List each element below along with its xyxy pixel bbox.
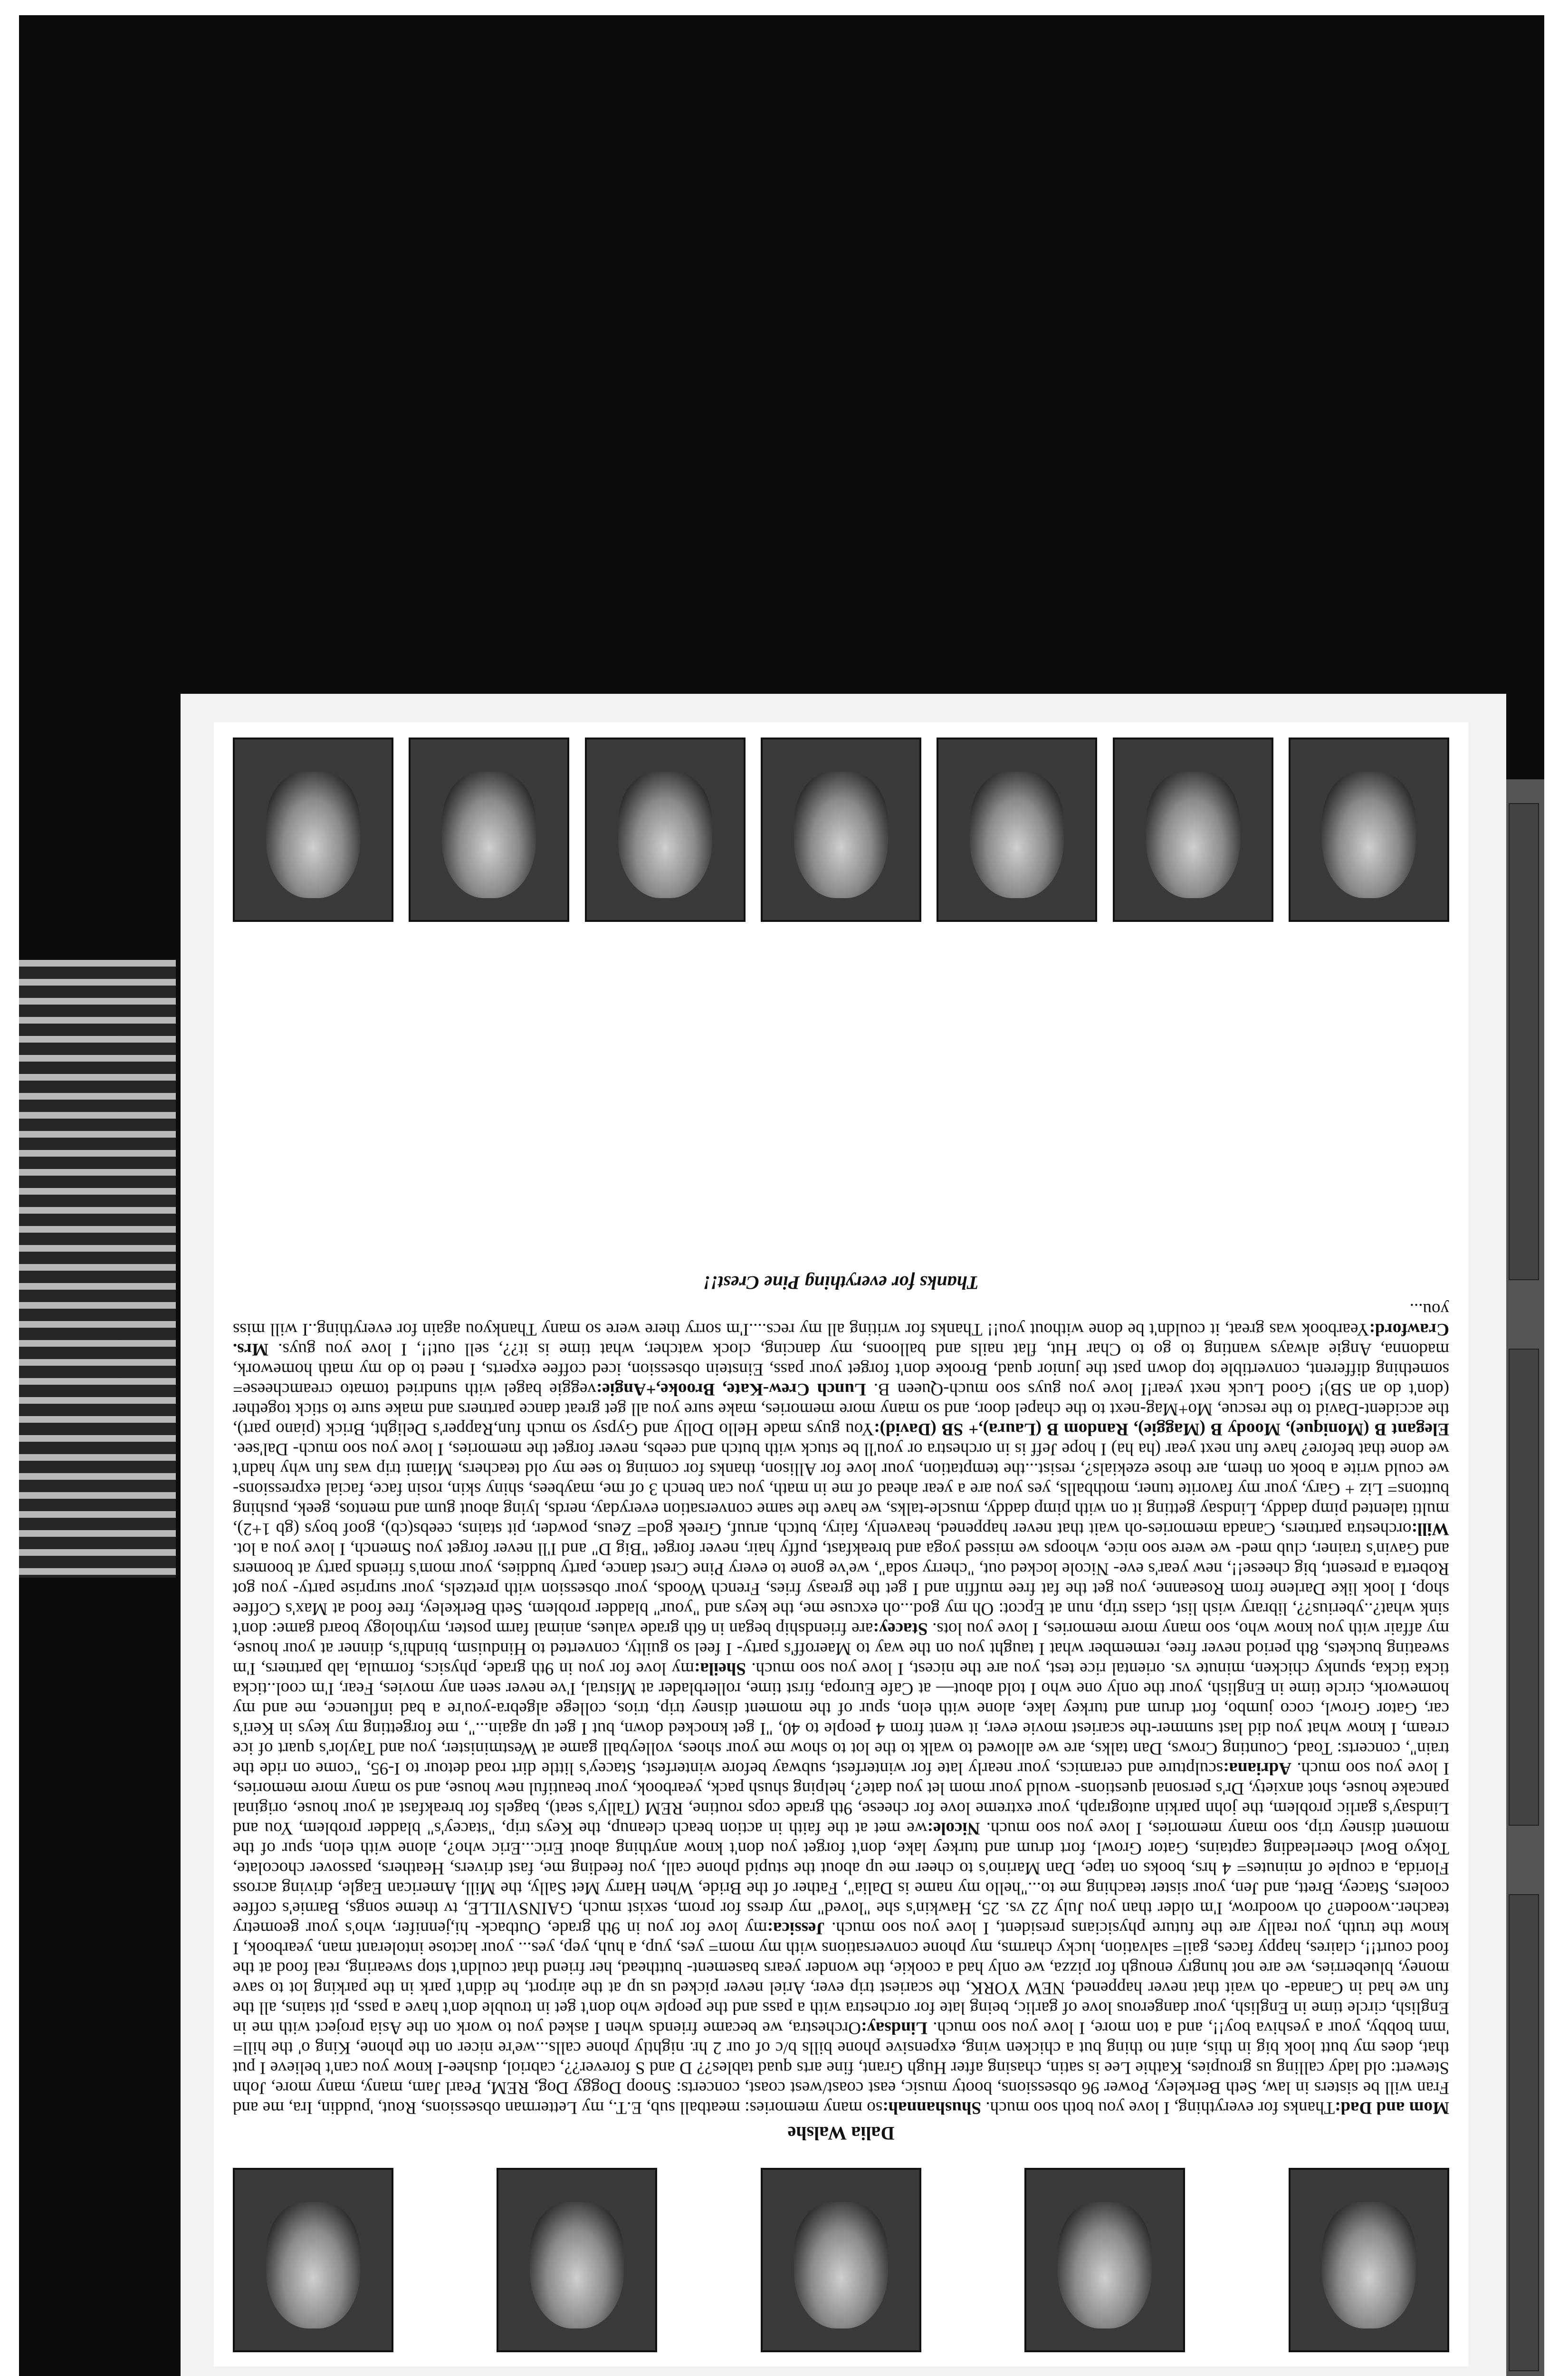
photo-row-top [233, 2167, 1449, 2352]
photo [233, 738, 393, 922]
message-text: my love for you in 9th grade, physics, formula, lab partners, I'm sweating buckets, 8th period never free, remember what I taught you on the way to Maeroff's party- I feel so guilty, converted to Hinduism, bindhi's, dinner at your house, my affair with you know who, soo many more memories, I love you lots. [232, 1619, 1449, 1678]
message-text: Thanks for everything, I love you both soo much. [985, 2098, 1335, 2117]
photo [1025, 2168, 1186, 2352]
photo-row-bottom [233, 737, 1449, 922]
messages [233, 1299, 1449, 2117]
photo [1113, 738, 1273, 922]
message-name: Mom and Dad: [1335, 2098, 1449, 2117]
message-text: sculpture and ceramics, your nearly late for winterfest, subway before winterfest, Stacey's little dirt road detour to I-95, "come on ride the train", concerts: Toad, Counting Crows, Dan talks, are we allowed to walk to the lot to show me your shoes, volleyball game at Westminister, you and Taylor's quart of ice cream, I know what you did last summer-the scariest movie ever, it went from 4 people to 40, "I get knocked down, but I get up again...", me forgetting my keys in Keri's car, Gator Growl, coco jumbo, fort drum and turkey lake, alone with elon, spur of the moment disney trip, trios, college algebra-you're a bad influence, me and my homework, circle time in English, your the only one who I told about— at Cafe Europa, first time, rollerblader at Mistral, I've never seen any movies, Fear, I'm cool..ticka ticka ticka, spunky chicken, minute vs. oriental rice test, you are the nicest, I love you soo much. [232, 1659, 1449, 1778]
message-name: Adriana: [1223, 1759, 1292, 1778]
message-name: Elegant B (Monique), Moody B (Maggie), Random B (Laura),+ SB (David): [874, 1419, 1449, 1439]
message-text: orchestra partners, Canada memories-oh wait that never happened, heavenly, fairy, butch, aruuf, Greek god= Zeus, powder, pit stains, ceebs(cb), goof boys (gb 1+2), multi talented pimp daddy, Lindsay getting it on with pimp daddy, muscle-talks, we have the same conversation everyday, nerds, lying about gum and mentos, geek, pushing buttons= Liz + Gary, your my favorite tuner, mothballs, yes you are a year ahead of me in math, you can bench 3 of me, maybees, shiny skin, rosin face, facial expressions- we could write a book on them, are those ezekials?, resist...the temptation, your love for Allison, thanks for coming to see my old teachers, Miami trip was fun why hadn't we done that before? have fun next year (ha ha) I hope Jeff is in orchestra or you'll be stuck with butch and ceebs, never forget the memories, I love you soo much- Dal'see. [233, 1439, 1449, 1539]
photo [585, 738, 746, 922]
message-name: Mrs. Crawford: [233, 1320, 1449, 1359]
message-text: Orchestra, we became friends when I asked you to work on the Asia project with me in English, circle time in English, your dangerous love of garlic, being late for orchestra with a pass and the people who don't get in trouble don't have a pass, pit stains, all the fun we had in Canada- oh wait that never happened, NEW YORK, the scariest trip ever, Ariel never picked us up at the airport, he didn't park in the parking lot to save money, blueberries, we are not hungry enough for pizza, we only had a cookie, the wonder years basement- butthead, her friend that couldn't stop swearing, real food at the food court!!, claires, happy faces, gail= salvation, lucky charms, my phone conversations with my mom= yes, yup, a huh, yep, yes... your lactose intolerant man, yearbook, I know the truth, you really are the future physicians president, I love you soo much. [233, 1918, 1449, 2038]
message-name: Will: [1411, 1519, 1449, 1539]
message-name: Stacey: [873, 1619, 928, 1638]
message-text: we met at the faith in action beach cleanup, the Keys trip, "stacey's" bladder problem, You and Lindsay's garlic problem, the john parkin autograph, your extreme love for cheese, 9th grade cops routine, REM (Tally's seat), bagels for breakfast at your house, original pancake house, shot anxiety, Dr's personal questions- would your mom let you date?, helping shush pack, yearbook, your beautiful new house, and so many more memories, I love you soo much. [233, 1759, 1449, 1838]
page-content-rotated [214, 722, 1468, 2366]
photo [409, 738, 569, 922]
message-text: so many memories: meatball sub, E.T., my Letterman obsessions, Rout, 'puddin, Ira, me and Fran will be sisters in law, Seth Berkeley, Power 96 obsessions, booty music, east coast/west coast, concerts: Snoop Doggy Dog, REM, Pearl Jam, many, many more, John Stewert: old lady calling us groupies, Kathie Lee is satin, chasing after Hugh Grant, fine arts quad tables?? D and S forever??, cabriol, dushee-I know you can't believe I put that, does my butt look big in this, aint no thing but a chicken wing, expensive phone bills b/c of our 2 hr. nightly phone calls...we're nicer on the phone, King o' the hill= 'mm bobby, your a yeshiva boy!!, and a ton more, I love you soo much. [233, 2018, 1449, 2117]
window-blinds-background [19, 960, 176, 1578]
photo [1289, 2168, 1449, 2352]
adjacent-photo [1509, 1349, 1539, 1826]
photo [1289, 738, 1449, 922]
message-name: Jessica: [767, 1918, 825, 1938]
photo [761, 2168, 921, 2352]
message-text-block [233, 946, 1449, 2143]
photo [937, 738, 1097, 922]
message-name: Lunch Crew-Kate, Brooke,+Angie: [596, 1380, 866, 1399]
message-text: You guys made Hello Dolly and Gypsy so much fun,Rapper's Delight, Brick (piano part), the accident-David to the rescue, Mo+Mag-next to the chapel door, and so many more memories, make sure you all get great dance partners and make sure to stick together (don't do an SB)! Good Luck next year!I love you guys soo much-Queen B. [233, 1380, 1449, 1439]
adjacent-photo [1509, 1894, 1539, 2371]
adjacent-page-photos [1509, 803, 1537, 2371]
message-name: Sheila: [694, 1659, 746, 1678]
photo [497, 2168, 658, 2352]
yearbook-page [181, 694, 1506, 2376]
message-name: Nicole: [927, 1819, 980, 1838]
photo [761, 738, 921, 922]
message-name: Lindsay: [860, 2018, 927, 2038]
message-text: my love for you in 9th grade, Outback- hi,jennifer, who's your geometry teacher..wooden? oh woodrow, I'm older than you July 22 vs. 25, Hawkin's she "loved" my dress for prom, sexist much, GAINSVILLE, tv theme songs, Barnie's coffee coolers, Stacey, Brett, and Jen, your sister teaching me to..."hello my name is Dalia", Father of the Bride, When Harry Met Sally, the Mill, American Eagle, driving across Florida, a couple of minutes= 4 hrs, books on tape, Dan Marino's to cheer me up about the stupid phone call, you feeding me, fast drivers, Heathers, passover chocolate, Tokyo Bowl cheerleading captains, Gator Growl, fort drum and turkey lake, don't forget you don't know anything about Eric...Eric who?, alone with elon, spur of the moment disney trip, soo many memories, I love you soo much. [233, 1819, 1449, 1938]
message-name: Shushannah: [882, 2098, 982, 2117]
message-text: are friendship began in 6th grade values, animal farm poster, mythology board game: don't sink what?..yberius??, library wish list, class trip, nun at Epcot: Oh my god...oh excuse me, the keys and "your" bladder problem, Seth Berkeley, free food at Max's Coffee shop, I look like Darlene from Roseanne, you get the fat free muffin and I get the greasy fries, French Woods, your obsession with pretzels, your surprise party- you got Roberta a present, big cheese!!, new year's eve- Nicole locked out, "cherry soda", we've gone to every Pine Crest dance, party buddies, your mom's friends party at boomers and Gavin's trainer, club med- we were soo nice, whoops we missed yoga and breakfast, puffy hair, never forget "Big D" and I'll never forget you Smench, I love you a lot. [232, 1539, 1449, 1638]
message-text: Yearbook was great, it couldn't be done without you!! Thanks for writing all my recs....I'm sorry there were so many Thankyou again for everything..I will miss you... [233, 1300, 1449, 1339]
adjacent-photo [1509, 803, 1539, 1280]
message [985, 2098, 1449, 2117]
message-text: veggie bagel with sundried tomato creamcheese= something different, convertible top down past the junior quad, Brooke don't forget your pass, Einstein obsession, iced coffee experts, I need to do my math homework, madonna, Angie always wanting to go to Char Hut, flat nails and balloons, my dancing, clock watcher, what time is it??, sell out!!, I love you guys. [232, 1340, 1449, 1399]
photo [233, 2168, 393, 2352]
page-title: Dalia Walshe [787, 2123, 895, 2144]
message [233, 1439, 1449, 1539]
closing-line: Thanks for everything Pine Crest!! [703, 1272, 979, 1293]
